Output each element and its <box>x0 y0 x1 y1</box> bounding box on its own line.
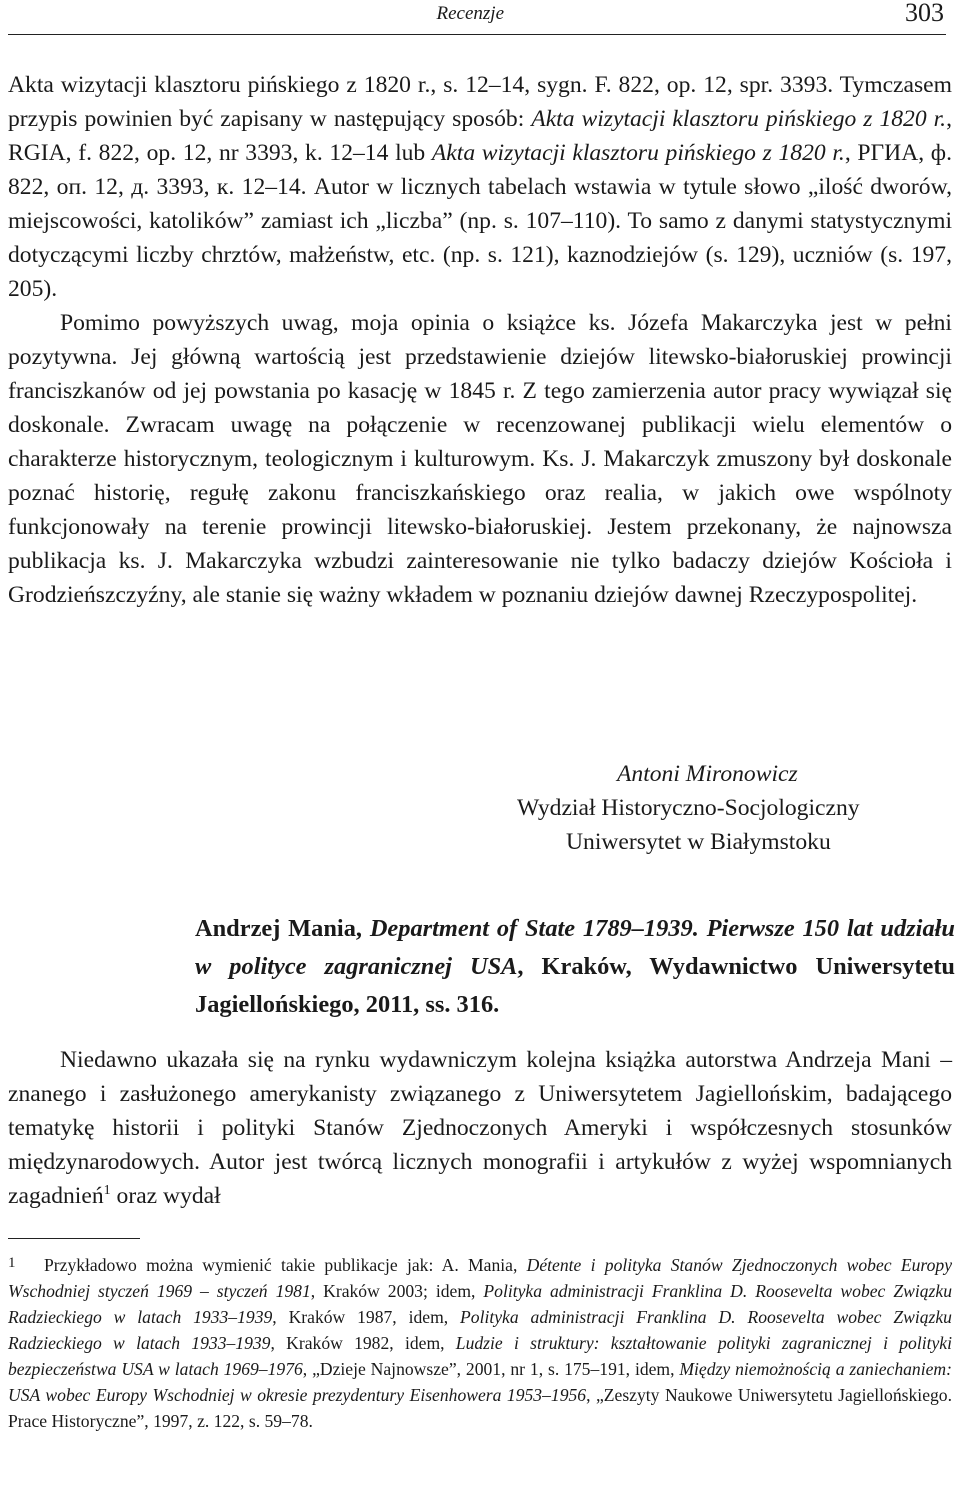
paragraph-conclusion <box>8 306 952 612</box>
italic-run: Akta wizytacji klasztoru pińskiego z 1820 r. <box>531 106 947 132</box>
italic-run: Ludzie i struktury: kształtowanie polityki zagranicznej i polityki bezpieczeństwa USA w latach 1969–1976 <box>8 1333 952 1379</box>
italic-run: Détente i polityka Stanów Zjednoczonych wobec Europy Wschodniej styczeń 1969 – styczeń 1981 <box>8 1255 953 1301</box>
page-number: 303 <box>905 0 944 27</box>
italic-run: Department of State 1789–1939. Pierwsze 150 lat udziału w polityce zagranicznej USA <box>195 915 955 980</box>
text-run: , Kraków, Wydawnictwo Uniwersytetu Jagiellońskiego, 2011, ss. 316. <box>195 953 955 1018</box>
text-run: , Kraków 1982, idem, <box>270 1333 456 1353</box>
footnote-text <box>8 1255 952 1431</box>
paragraph-intro <box>8 1043 952 1213</box>
text-run: Akta wizytacji klasztoru pińskiego z 1820 r., s. 12–14, sygn. F. 822, op. 12, spr. 3393. Tymczasem przypis powinien być zapisany w następujący sposób: <box>8 72 952 132</box>
text-run: Andrzej Mania, <box>195 915 370 942</box>
text-run: , „Dzieje Najnowsze”, 2001, nr 1, s. 175–191, idem, <box>302 1359 680 1379</box>
italic-run: Akta wizytacji klasztoru pińskiego z 1820 r. <box>431 140 845 166</box>
section-title: Recenzje <box>436 3 504 24</box>
review-continuation <box>8 68 952 612</box>
text-run: , RGIA, f. 822, op. 12, nr 3393, k. 12–14 lub <box>8 106 952 166</box>
reviewer-department: Wydział Historyczno-Socjologiczny <box>517 795 860 821</box>
review-heading <box>195 910 955 1024</box>
italic-run: Między niemożnością a zaniechaniem: USA wobec Europy Wschodniej w okresie prezydentury Eisenhowera 1953–1956 <box>8 1359 952 1405</box>
footnote-1 <box>8 1250 952 1434</box>
text-run: , Kraków 1987, idem, <box>272 1307 461 1327</box>
paragraph-archival-citation <box>8 68 952 306</box>
text-run: , РГИА, ф. 822, оп. 12, д. 3393, к. 12–14. Autor w licznych tabelach wstawia w tytule słowo „ilość dworów, miejscowości, katolików” zamiast ich „liczba” (np. s. 107–110). To samo z danymi statystycznymi dotyczącymi liczby chrztów, małżeństw, etc. (np. s. 121), kaznodziejów (s. 129), uczniów (s. 197, 205). <box>8 140 952 302</box>
footnote-marker: 1 <box>8 1255 16 1271</box>
text-run: , „Zeszyty Naukowe Uniwersytetu Jagiellońskiego. Prace Historyczne”, 1997, z. 122, s. 59–78. <box>8 1385 952 1431</box>
text-run: oraz wydał <box>110 1183 221 1209</box>
text-run: Pomimo powyższych uwag, moja opinia o książce ks. Józefa Makarczyka jest w pełni pozytywna. Jej główną wartością jest przedstawienie dziejów litewsko-białoruskiej prowincji franciszkanów od jej powstania po kasację w 1845 r. Z tego zamierzenia autor pracy wywiązał się doskonale. Zwracam uwagę na połączenie w recenzowanej publikacji wielu elementów o charakterze historycznym, teologicznym i kulturowym. Ks. J. Makarczyk zmuszony był doskonale poznać historię, regułę zakonu franciszkańskiego oraz realia, w jakich owe wspólnoty funkcjonowały na terenie prowincji litewsko-białoruskiej. Jestem przekonany, że najnowsza publikacja ks. J. Makarczyka wzbudzi zainteresowanie nie tylko badaczy dziejów Kościoła i Grodzieńszczyźny, ale stanie się ważny wkładem w poznaniu dziejów dawnej Rzeczypospolitej. <box>8 310 952 608</box>
review-body <box>8 1043 952 1213</box>
reviewer-name: Antoni Mironowicz <box>617 761 798 787</box>
text-run: Niedawno ukazała się na rynku wydawniczym kolejna książka autorstwa Andrzeja Mani – znanego i zasłużonego amerykanisty związanego z Uniwersytetem Jagiellońskim, badającego tematykę historii i polityki Stanów Zjednoczonych Ameryki i współczesnych stosunków międzynarodowych. Autor jest twórcą licznych monografii i artykułów z wyżej wspomnianych zagadnień <box>8 1047 952 1209</box>
italic-run: Polityka administracji Franklina D. Roosevelta wobec Związku Radzieckiego w latach 1933–1939 <box>8 1281 952 1327</box>
text-run: Przykładowo można wymienić takie publikacje jak: A. Mania, <box>44 1255 527 1275</box>
running-header <box>8 0 946 35</box>
reviewer-university: Uniwersytet w Białymstoku <box>566 829 831 855</box>
footnote-rule <box>8 1238 140 1239</box>
italic-run: Polityka administracji Franklina D. Roosevelta wobec Związku Radzieckiego w latach 1933–1939 <box>8 1307 952 1353</box>
footnote-reference: 1 <box>103 1183 111 1198</box>
text-run: , Kraków 2003; idem, <box>310 1281 484 1301</box>
